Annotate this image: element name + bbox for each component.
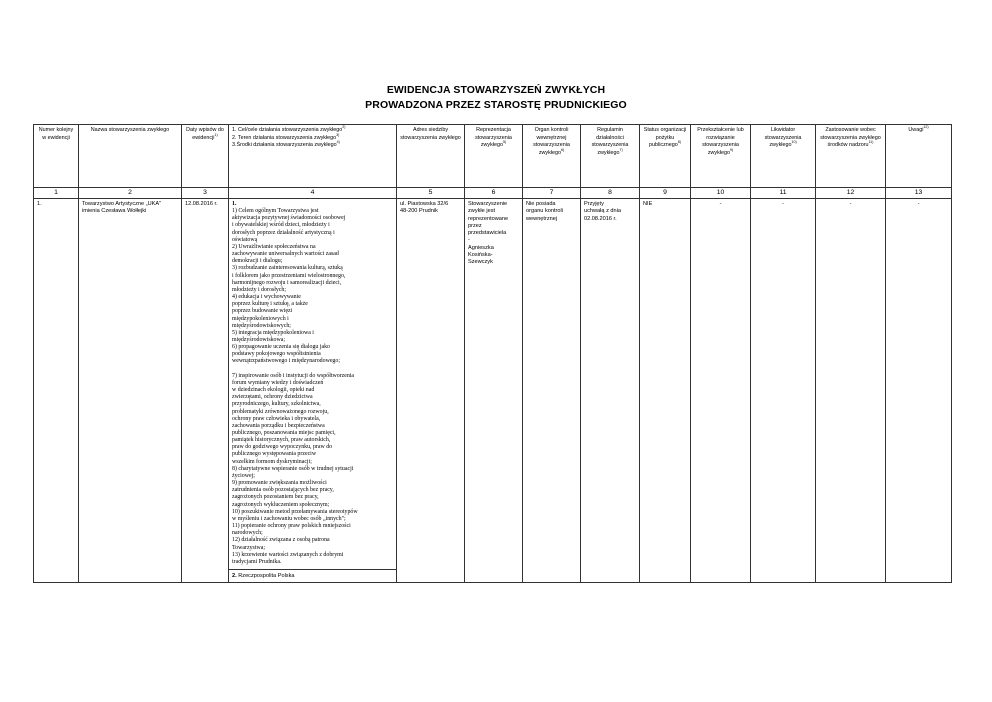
table-row xyxy=(34,199,952,583)
association-name-line: imienia Czesława Wołłejki xyxy=(82,208,147,215)
teren-section xyxy=(229,569,396,580)
address-cell xyxy=(397,199,465,583)
header-text: Uwagi xyxy=(908,127,924,133)
goal-line: dorosłych poprzez działalność artystyczną i xyxy=(232,229,335,236)
goal-line: zagrożonych wykluczeniem społecznym; xyxy=(232,501,330,508)
header-cell xyxy=(751,125,816,188)
header-row xyxy=(34,125,952,188)
goals-heading: 1. xyxy=(232,201,237,207)
column-number: 6 xyxy=(465,188,523,199)
control-organ-line: Nie posiada xyxy=(526,201,556,207)
header-cell xyxy=(34,125,79,188)
header-cell xyxy=(691,125,751,188)
header-goal-line xyxy=(232,142,393,150)
header-text: 2. Teren działania stowarzyszenia zwykłego xyxy=(232,134,337,141)
goal-line: wewnątrzpaństwowego i międzynarodowego; xyxy=(232,358,340,365)
header-text: Numer kolejny w ewidencji xyxy=(38,127,74,141)
header-cell xyxy=(397,125,465,188)
association-name xyxy=(79,199,182,583)
representation-line: reprezentowane xyxy=(468,215,509,222)
representation-line: zwykłe jest xyxy=(468,208,496,215)
goal-line: życiowej; xyxy=(232,472,255,479)
header-text: Regulamin działalności stowarzyszenia zwykłego xyxy=(591,127,629,156)
goal-line: przyrodniczego, kultury, szkolnictwa, xyxy=(232,401,321,408)
goal-line: 12) działalność związana z osobą patrona xyxy=(232,537,330,544)
header-text: Nazwa stowarzyszenia zwykłego xyxy=(90,127,170,133)
header-cell xyxy=(79,125,182,188)
goal-line: 2) Uwrażliwianie społeczeństwa na xyxy=(232,243,316,250)
regulations-line: 02.08.2016 r. xyxy=(584,215,617,222)
footnote-ref: 6) xyxy=(560,147,565,152)
footnote-ref: 2) xyxy=(342,125,346,130)
goal-line: 8) charytatywne wspieranie osób w trudnej sytuacji xyxy=(232,465,354,472)
footnote-ref: 4) xyxy=(336,140,340,145)
header-text: Adres siedziby stowarzyszenia zwykłego xyxy=(400,127,461,141)
goal-line: problematyki zrównoważonego rozwoju, xyxy=(232,408,329,415)
teren-value: Rzeczpospolita Polska xyxy=(238,572,295,579)
goals-list xyxy=(232,208,393,566)
control-organ-line: wewnętrznej xyxy=(526,215,558,222)
control-organ-line: organu kontroli xyxy=(526,208,564,215)
header-cell xyxy=(816,125,886,188)
footnote-ref: 1) xyxy=(214,132,218,137)
goal-line: zachowania porządku i bezpieczeństwa xyxy=(232,422,325,429)
representation-cell xyxy=(465,199,523,583)
goal-line: poprzez kulturę i sztukę, a także xyxy=(232,301,308,308)
regulations-line: uchwałą z dnia xyxy=(584,208,622,215)
document-title xyxy=(0,83,992,113)
goal-line: podstawy pokojowego współistnienia xyxy=(232,351,321,358)
regulations-text xyxy=(584,201,636,223)
header-cell xyxy=(182,125,229,188)
representation-line: - xyxy=(468,237,470,244)
footnote-ref: 7) xyxy=(619,147,623,152)
address-line: ul. Piastowska 32/6 xyxy=(400,201,449,207)
footnote-ref: 10) xyxy=(791,140,797,145)
footnote-ref: 3) xyxy=(336,132,340,137)
goal-line: i obywatelskiej wśród dzieci, młodzieży i xyxy=(232,222,330,229)
notes-cell: - xyxy=(886,199,952,583)
control-organ-cell xyxy=(523,199,581,583)
column-number: 7 xyxy=(523,188,581,199)
goal-line: w myśleniu i zachowaniu wobec osób „innych"; xyxy=(232,515,346,522)
column-number: 4 xyxy=(229,188,397,199)
goal-line: zachowywanie uniwersalnych wartości zasad xyxy=(232,251,339,258)
goal-line: aktywizacja pozytywnej świadomości osobowej xyxy=(232,215,346,222)
goal-line: młodzieży i dorosłych; xyxy=(232,286,286,293)
title-line-2: PROWADZONA PRZEZ STAROSTĘ PRUDNICKIEGO xyxy=(365,99,627,111)
liquidator-cell: - xyxy=(751,199,816,583)
header-cell xyxy=(640,125,691,188)
header-cell xyxy=(465,125,523,188)
footnote-ref: 11) xyxy=(868,140,874,145)
column-number: 10 xyxy=(691,188,751,199)
goal-line: międzypokoleniowych i xyxy=(232,315,289,322)
header-text: 1. Cel/cele działania stowarzyszenia zwykłego xyxy=(232,127,343,133)
goal-line xyxy=(232,366,393,373)
representation-line: Kosińska- xyxy=(468,252,493,259)
goal-line: demokracji i dialogu; xyxy=(232,258,283,265)
header-text: Daty wpisów do ewidencji xyxy=(186,127,224,141)
goal-line: zatrudnienia osób pozostających bez pracy, xyxy=(232,487,334,494)
column-number: 13 xyxy=(886,188,952,199)
header-text: Zastosowanie wobec stowarzyszenia zwykłego środków nadzoru xyxy=(820,127,881,149)
goal-line: zagrożonych pozostaniem bez pracy, xyxy=(232,494,319,501)
goal-line: i folklorem jako przestrzeniami wielostronnego, xyxy=(232,272,346,279)
goal-line: zwierzętami, ochrony dziedzictwa xyxy=(232,394,313,401)
footnote-ref: 12) xyxy=(923,125,929,130)
regulations-cell xyxy=(581,199,640,583)
goal-line: 1) Celem ogólnym Towarzystwa jest xyxy=(232,208,319,215)
supervision-cell: - xyxy=(816,199,886,583)
goal-line: harmonijnego rozwoju i samorealizacji dzieci, xyxy=(232,279,342,286)
goal-line: praw do godziwego wypoczynku, praw do xyxy=(232,444,333,451)
goal-line: wszelkim formom dyskryminacji; xyxy=(232,458,312,465)
transformation-cell: - xyxy=(691,199,751,583)
goal-line: forum wymiany wiedzy i doświadczeń xyxy=(232,379,324,386)
goal-line: oświatową xyxy=(232,236,258,243)
registry-table xyxy=(33,124,952,583)
header-text: 3.Środki działania stowarzyszenia zwykłego xyxy=(232,142,337,149)
goal-line: tradycjami Prudnika. xyxy=(232,558,282,565)
goal-line: 13) krzewienie wartości związanych z dobrymi xyxy=(232,551,344,558)
goal-line: 10) poszukiwanie metod przełamywania stereotypów xyxy=(232,508,358,515)
goal-line: 5) integracja międzypokoleniowa i xyxy=(232,329,314,336)
header-goal-line xyxy=(232,127,393,135)
entry-number: 1. xyxy=(34,199,79,583)
header-text: Status organizacji pożytku publicznego xyxy=(643,127,687,149)
header-cell xyxy=(581,125,640,188)
footnote-ref: 5) xyxy=(502,140,507,145)
goals-cell xyxy=(229,199,397,583)
goal-line: ochrony praw człowieka i obywatela, xyxy=(232,415,321,422)
title-line-1: EWIDENCJA STOWARZYSZEŃ ZWYKŁYCH xyxy=(386,84,606,96)
teren-number: 2. xyxy=(232,572,237,579)
representation-line: Agnieszka xyxy=(468,244,494,251)
header-text: Organ kontroli wewnętrznej stowarzyszenia zwykłego xyxy=(533,127,570,156)
column-number: 1 xyxy=(34,188,79,199)
goal-line: publicznego występowania przeciw xyxy=(232,451,317,458)
address-line: 48-200 Prudnik xyxy=(400,208,438,215)
regulations-line: Przyjęty xyxy=(584,201,604,207)
header-cell xyxy=(523,125,581,188)
header-text: Likwidator stowarzyszenia zwykłego xyxy=(764,127,802,149)
column-number: 12 xyxy=(816,188,886,199)
goal-line: pamiątek historycznych, praw autorskich, xyxy=(232,437,331,444)
header-cell xyxy=(886,125,952,188)
column-number: 5 xyxy=(397,188,465,199)
goal-line: 9) promowanie zwiększania możliwości xyxy=(232,480,327,487)
header-text: Przekształcenie lub rozwiązanie stowarzyszenia zwykłego xyxy=(697,127,744,156)
column-number-row xyxy=(34,188,952,199)
goal-line: 6) propagowanie uczenia się dialogu jako xyxy=(232,344,330,351)
goal-line: publicznego, poszanowania miejsc pamięci, xyxy=(232,430,336,436)
column-number: 2 xyxy=(79,188,182,199)
entry-date: 12.08.2016 r. xyxy=(182,199,229,583)
goal-line: międzyśrodowiskowa; xyxy=(232,336,286,343)
column-number: 9 xyxy=(640,188,691,199)
goal-line: 3) rozbudzanie zainteresowania kulturą, sztuką xyxy=(232,265,343,272)
control-organ-text xyxy=(526,201,577,223)
header-cell-goals xyxy=(229,125,397,188)
opp-status-cell: NIE xyxy=(640,199,691,583)
footnote-ref: 8) xyxy=(677,140,681,145)
goal-line: poprzez budowanie więzi xyxy=(232,308,293,315)
goal-line: międzyśrodowiskowych; xyxy=(232,322,291,329)
header-text: Reprezentacja stowarzyszenia zwykłego xyxy=(475,127,512,149)
representation-line: przez xyxy=(468,222,482,229)
column-number: 11 xyxy=(751,188,816,199)
footnote-ref: 9) xyxy=(729,147,734,152)
representation-line: Stowarzyszenie xyxy=(468,201,508,207)
column-number: 8 xyxy=(581,188,640,199)
goal-line: Towarzystwa; xyxy=(232,544,265,551)
representation-text xyxy=(468,201,519,267)
column-number: 3 xyxy=(182,188,229,199)
goal-line: narodowych; xyxy=(232,530,263,537)
representation-line: przedstawiciela xyxy=(468,230,507,237)
goal-line: w dziedzinach ekologii, opieki nad xyxy=(232,387,315,394)
goal-line: 4) edukacja i wychowywanie xyxy=(232,294,301,301)
representation-line: Szewczyk xyxy=(468,259,493,266)
goal-line: 11) popieranie ochrony praw polskich mniejszości xyxy=(232,523,351,530)
association-name-line: Towarzystwo Artystyczne „UKA" xyxy=(82,201,162,207)
goal-line: 7) inspirowanie osób i instytucji do współtworzenia xyxy=(232,372,355,379)
